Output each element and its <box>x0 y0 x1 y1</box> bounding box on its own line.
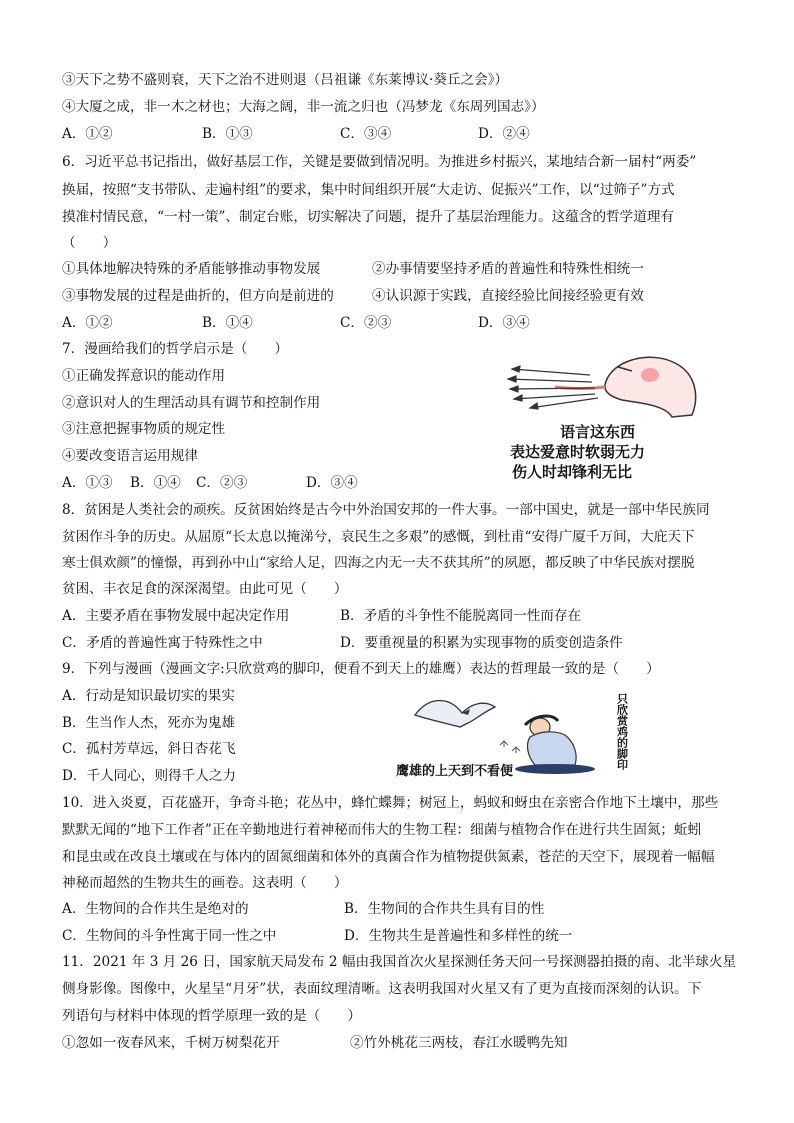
q7-cartoon <box>500 345 705 485</box>
q5-option-d[interactable]: D．②④ <box>478 126 530 142</box>
q7-statement-1: ①正确发挥意识的能动作用 <box>62 368 226 384</box>
q7-cartoon-text-1: 语言这东西 <box>560 423 636 441</box>
q6-option-c[interactable]: C．②③ <box>340 315 392 331</box>
q5-option-b[interactable]: B．①③ <box>202 126 253 142</box>
q8-stem-line4: 贫困、丰衣足食的深深渴望。由此可见（ ） <box>62 581 348 597</box>
q6-stem-line3: 摸准村情民意，“一村一策”、制定台账，切实解决了问题，提升了基层治理能力。这蕴含的哲学道理有 <box>62 209 675 225</box>
q7-option-b[interactable]: B．①④ <box>130 475 181 491</box>
q7-cartoon-text-2: 表达爱意时软弱无力 <box>510 443 646 461</box>
q9-cartoon-bottom-text: 鹰雄的上天到不看便 <box>396 764 514 779</box>
q6-option-b[interactable]: B．①④ <box>202 315 253 331</box>
eagle-and-footprints-illustration <box>390 685 650 783</box>
q6-statement-2: ②办事情要坚持矛盾的普遍性和特殊性相统一 <box>372 261 644 277</box>
q7-statement-4: ④要改变语言运用规律 <box>62 448 198 464</box>
q8-option-a[interactable]: A．主要矛盾在事物发展中起决定作用 <box>62 608 290 624</box>
q10-stem-line4: 神秘而超然的生物共生的画卷。这表明（ ） <box>62 875 348 891</box>
q8-stem-line3: 寒士俱欢颜”的憧憬，再到孙中山“家给人足，四海之内无一夫不获其所”的夙愿，都反映了中华民族对摆脱 <box>62 555 695 571</box>
q10-stem-line3: 和昆虫或在改良土壤或在与体内的固氮细菌和体外的真菌合作为植物提供氮素，苍茫的天空下，展现着一幅幅 <box>62 849 715 865</box>
q7-cartoon-text-3: 伤人时却锋利无比 <box>512 463 633 481</box>
q5-statement-3: ③天下之势不盛则衰，天下之治不进则退（吕祖谦《东莱博议·葵丘之会》） <box>62 72 509 88</box>
q8-option-b[interactable]: B．矛盾的斗争性不能脱离同一性而存在 <box>340 608 582 624</box>
q9-cartoon-side-text: 只欣赏鸡的脚印 <box>615 693 629 770</box>
q10-option-a[interactable]: A．生物间的合作共生是绝对的 <box>62 901 249 917</box>
q8-stem-line2: 贫困作斗争的历史。从屈原“长太息以掩涕兮，哀民生之多艰”的感慨，到杜甫“安得广厦千万间，大庇天下 <box>62 529 695 545</box>
q10-option-b[interactable]: B．生物间的合作共生具有目的性 <box>344 901 545 917</box>
q9-cartoon <box>390 685 650 783</box>
q11-statement-1: ①忽如一夜春风来，千树万树梨花开 <box>62 1035 280 1051</box>
q9-option-a[interactable]: A．行动是知识最切实的果实 <box>62 688 235 704</box>
q7-option-d[interactable]: D．③④ <box>306 475 358 491</box>
q9-option-d[interactable]: D．千人同心，则得千人之力 <box>62 768 237 784</box>
q8-option-c[interactable]: C．矛盾的普遍性寓于特殊性之中 <box>62 635 263 651</box>
q7-statement-3: ③注意把握事物质的规定性 <box>62 421 226 437</box>
q6-option-a[interactable]: A．①② <box>62 315 113 331</box>
q11-stem-line3: 列语句与材料中体现的哲学原理一致的是（ ） <box>62 1008 362 1024</box>
q6-option-d[interactable]: D．③④ <box>478 315 530 331</box>
q5-option-c[interactable]: C．③④ <box>340 126 392 142</box>
q11-statement-2: ②竹外桃花三两枝，春江水暖鸭先知 <box>350 1035 568 1051</box>
q9-option-c[interactable]: C．孤村芳草远，斜日杏花飞 <box>62 741 236 757</box>
q6-stem-line2: 换届，按照“支书带队、走遍村组”的要求，集中时间组织开展“大走访、促振兴”工作，以“过筛子”方式 <box>62 182 675 198</box>
q11-stem-line2: 侧身影像。图像中，火星呈“月牙”状，表面纹理清晰。这表明我国对火星又有了更为直接而深刻的认识。下 <box>62 981 702 997</box>
q8-stem-line1: 8．贫困是人类社会的顽疾。反贫困始终是古今中外治国安邦的一件大事。一部中国史，就是一部中华民族同 <box>62 502 710 518</box>
q7-statement-2: ②意识对人的生理活动具有调节和控制作用 <box>62 395 321 411</box>
q6-stem-line4: （ ） <box>62 235 117 251</box>
q10-stem-line1: 10．进入炎夏，百花盛开，争奇斗艳；花丛中，蜂忙蝶舞；树冠上，蚂蚁和蚜虫在亲密合作地下土壤中，那些 <box>62 795 719 811</box>
q11-stem-line1: 11．2021 年 3 月 26 日，国家航天局发布 2 幅由我国首次火星探测任务天问一号探测器拍摄的南、北半球火星 <box>62 954 737 970</box>
q7-option-c[interactable]: C．②③ <box>196 475 248 491</box>
q10-option-c[interactable]: C．生物间的斗争性寓于同一性之中 <box>62 928 277 944</box>
q5-statement-4: ④大厦之成，非一木之材也；大海之阔，非一流之归也（冯梦龙《东周列国志》） <box>62 99 545 115</box>
q6-statement-3: ③事物发展的过程是曲折的，但方向是前进的 <box>62 288 334 304</box>
q7-stem: 7．漫画给我们的哲学启示是（ ） <box>62 341 289 357</box>
q7-option-a[interactable]: A．①③ <box>62 475 113 491</box>
q9-option-b[interactable]: B．生当作人杰，死亦为鬼雄 <box>62 715 236 731</box>
tongue-arrows-illustration <box>500 345 705 485</box>
q6-statement-4: ④认识源于实践，直接经验比间接经验更有效 <box>372 288 644 304</box>
q9-stem: 9．下列与漫画（漫画文字:只欣赏鸡的脚印，便看不到天上的雄鹰）表达的哲理最一致的是（ ） <box>62 661 660 677</box>
q8-option-d[interactable]: D．要重视量的积累为实现事物的质变创造条件 <box>340 635 623 651</box>
q6-statement-1: ①具体地解决特殊的矛盾能够推动事物发展 <box>62 261 321 277</box>
q10-stem-line2: 默默无闻的“地下工作者”正在辛勤地进行着神秘而伟大的生物工程：细菌与植物合作在进行共生固氮；蚯蚓 <box>62 822 702 838</box>
q6-stem-line1: 6．习近平总书记指出，做好基层工作，关键是要做到情况明。为推进乡村振兴，某地结合新一届村“两委” <box>62 154 697 170</box>
q5-option-a[interactable]: A．①② <box>62 126 113 142</box>
q10-option-d[interactable]: D．生物共生是普遍性和多样性的统一 <box>344 928 573 944</box>
